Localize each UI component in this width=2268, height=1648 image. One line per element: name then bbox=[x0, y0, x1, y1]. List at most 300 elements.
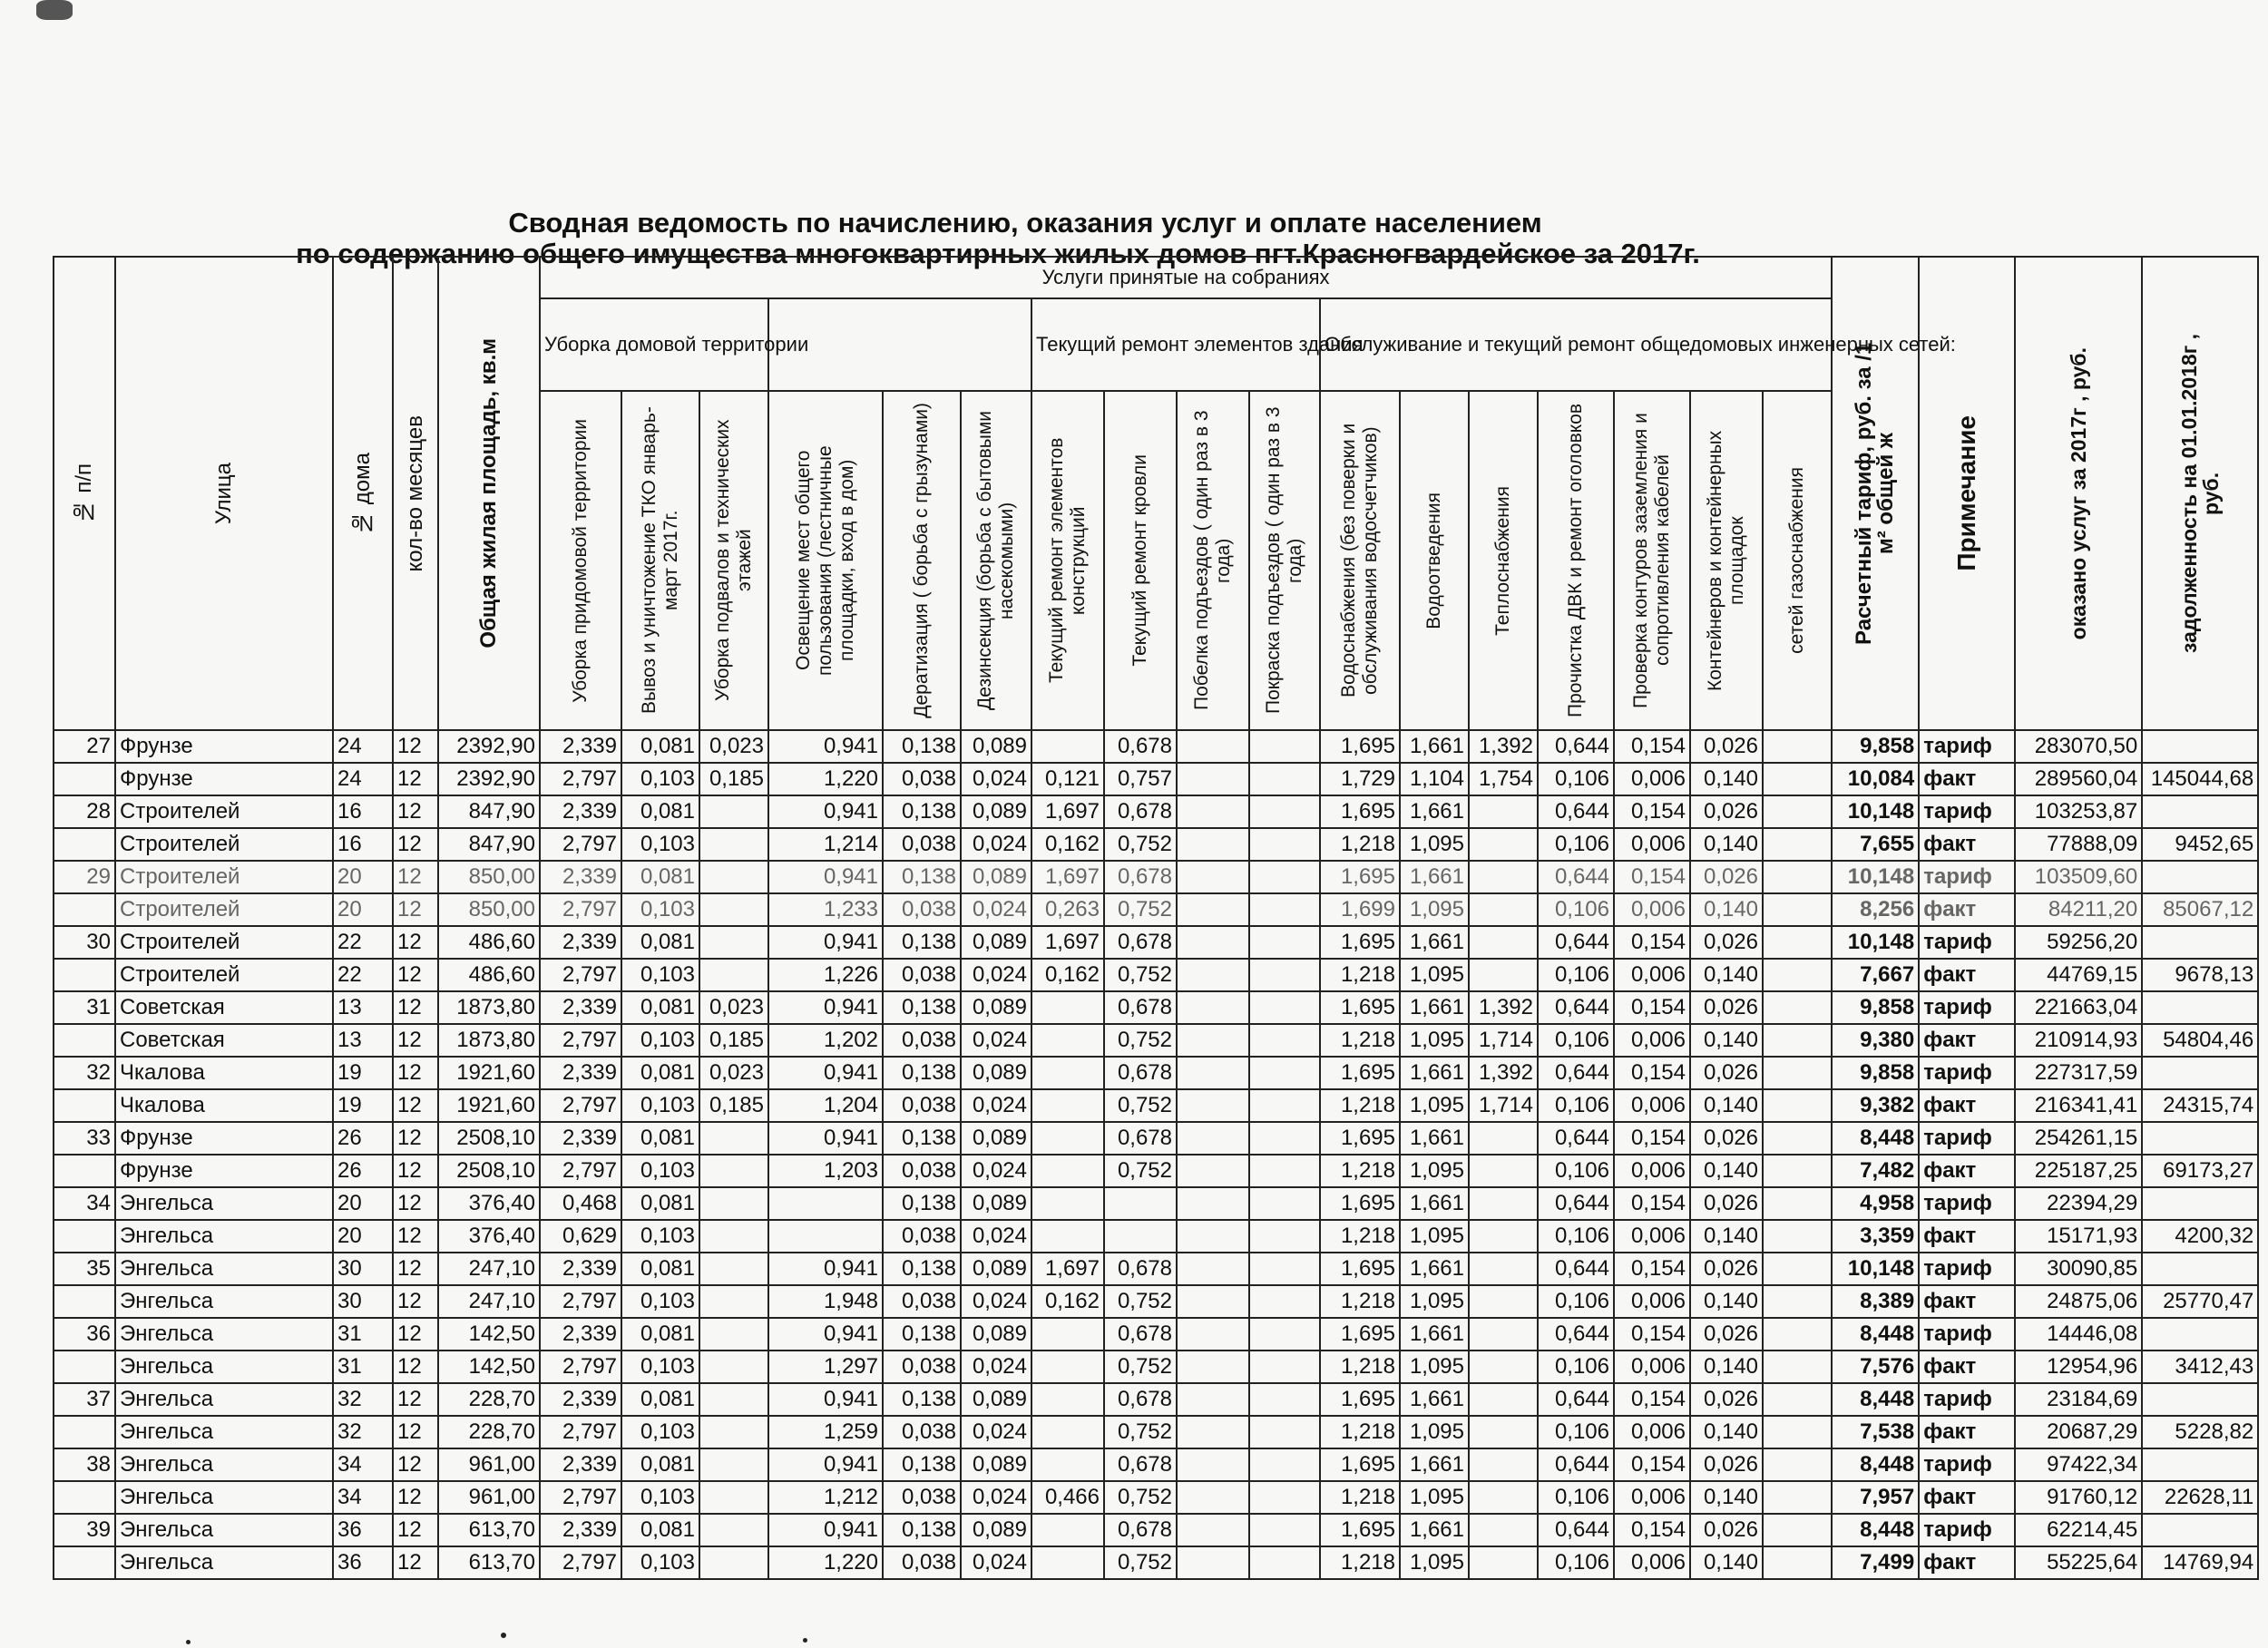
service-rate-cell bbox=[1469, 828, 1538, 861]
area-cell: 613,70 bbox=[438, 1546, 540, 1579]
street-cell: Фрунзе bbox=[115, 763, 333, 795]
service-rate-cell: 1,661 bbox=[1400, 1057, 1469, 1089]
service-rate-cell: 0,089 bbox=[961, 1253, 1031, 1285]
service-rate-cell: 0,140 bbox=[1690, 1285, 1763, 1318]
row-number-cell: 32 bbox=[54, 1057, 115, 1089]
service-rate-cell bbox=[1249, 1089, 1320, 1122]
tariff-cell: 7,499 bbox=[1832, 1546, 1919, 1579]
table-row bbox=[54, 926, 2258, 959]
row-number-cell bbox=[54, 1024, 115, 1057]
house-number-cell: 19 bbox=[333, 1089, 393, 1122]
service-rate-cell: 0,678 bbox=[1104, 861, 1177, 893]
service-rate-cell bbox=[1763, 1122, 1832, 1155]
house-number-cell: 19 bbox=[333, 1057, 393, 1089]
debt-cell: 9678,13 bbox=[2142, 959, 2258, 991]
service-rate-cell: 0,026 bbox=[1690, 1187, 1763, 1220]
header-service: Освещение мест общего пользования (лестничные площадки, вход в дом) bbox=[768, 391, 883, 730]
provided-cell: 23184,69 bbox=[2015, 1383, 2142, 1416]
note-cell: тариф bbox=[1919, 1383, 2015, 1416]
table-row bbox=[54, 730, 2258, 763]
tariff-cell: 7,957 bbox=[1832, 1481, 1919, 1514]
service-rate-cell: 0,089 bbox=[961, 1514, 1031, 1546]
service-rate-cell: 0,140 bbox=[1690, 1481, 1763, 1514]
service-rate-cell: 0,138 bbox=[883, 1253, 961, 1285]
service-rate-cell: 1,697 bbox=[1031, 926, 1104, 959]
months-cell: 12 bbox=[393, 1187, 438, 1220]
debt-cell: 69173,27 bbox=[2142, 1155, 2258, 1187]
service-rate-cell bbox=[768, 1187, 883, 1220]
service-rate-cell: 1,695 bbox=[1320, 795, 1400, 828]
service-rate-cell: 1,218 bbox=[1320, 1089, 1400, 1122]
service-rate-cell: 1,218 bbox=[1320, 1351, 1400, 1383]
service-rate-cell: 0,644 bbox=[1538, 1318, 1614, 1351]
row-number-cell bbox=[54, 1155, 115, 1187]
provided-cell: 289560,04 bbox=[2015, 763, 2142, 795]
service-rate-cell: 1,392 bbox=[1469, 1057, 1538, 1089]
service-rate-cell: 2,339 bbox=[540, 795, 621, 828]
service-rate-cell: 1,661 bbox=[1400, 1514, 1469, 1546]
service-rate-cell: 0,138 bbox=[883, 861, 961, 893]
provided-cell: 62214,45 bbox=[2015, 1514, 2142, 1546]
service-rate-cell: 0,006 bbox=[1614, 959, 1690, 991]
service-rate-cell bbox=[1763, 893, 1832, 926]
months-cell: 12 bbox=[393, 1351, 438, 1383]
header-note: Примечание bbox=[1919, 257, 2015, 730]
service-rate-cell: 1,697 bbox=[1031, 795, 1104, 828]
service-rate-cell: 1,203 bbox=[768, 1155, 883, 1187]
tariff-cell: 3,359 bbox=[1832, 1220, 1919, 1253]
table-row bbox=[54, 1318, 2258, 1351]
table-row bbox=[54, 1089, 2258, 1122]
service-rate-cell bbox=[1031, 1416, 1104, 1448]
area-cell: 228,70 bbox=[438, 1416, 540, 1448]
area-cell: 2508,10 bbox=[438, 1122, 540, 1155]
street-cell: Энгельса bbox=[115, 1481, 333, 1514]
provided-cell: 12954,96 bbox=[2015, 1351, 2142, 1383]
service-rate-cell bbox=[1249, 1220, 1320, 1253]
service-rate-cell: 0,678 bbox=[1104, 1253, 1177, 1285]
service-rate-cell: 0,103 bbox=[621, 893, 699, 926]
service-rate-cell bbox=[1249, 1057, 1320, 1089]
note-cell: факт bbox=[1919, 1089, 2015, 1122]
service-rate-cell bbox=[1177, 1285, 1249, 1318]
service-rate-cell bbox=[1763, 730, 1832, 763]
note-cell: тариф bbox=[1919, 1122, 2015, 1155]
service-rate-cell: 0,081 bbox=[621, 1187, 699, 1220]
service-rate-cell: 0,752 bbox=[1104, 828, 1177, 861]
service-rate-cell: 1,695 bbox=[1320, 1448, 1400, 1481]
debt-cell: 145044,68 bbox=[2142, 763, 2258, 795]
service-rate-cell: 0,081 bbox=[621, 991, 699, 1024]
service-rate-cell: 1,661 bbox=[1400, 1383, 1469, 1416]
street-cell: Энгельса bbox=[115, 1220, 333, 1253]
service-rate-cell: 0,644 bbox=[1538, 861, 1614, 893]
service-rate-cell: 2,797 bbox=[540, 1285, 621, 1318]
service-rate-cell: 0,678 bbox=[1104, 1318, 1177, 1351]
house-number-cell: 13 bbox=[333, 1024, 393, 1057]
service-rate-cell bbox=[768, 1220, 883, 1253]
provided-cell: 77888,09 bbox=[2015, 828, 2142, 861]
service-rate-cell: 0,644 bbox=[1538, 1122, 1614, 1155]
service-rate-cell: 1,218 bbox=[1320, 1285, 1400, 1318]
service-rate-cell bbox=[1177, 730, 1249, 763]
service-rate-cell: 0,023 bbox=[699, 1057, 768, 1089]
service-rate-cell: 0,941 bbox=[768, 1383, 883, 1416]
debt-cell bbox=[2142, 1253, 2258, 1285]
debt-cell bbox=[2142, 730, 2258, 763]
service-rate-cell bbox=[1469, 1122, 1538, 1155]
service-rate-cell: 1,695 bbox=[1320, 926, 1400, 959]
debt-cell: 54804,46 bbox=[2142, 1024, 2258, 1057]
months-cell: 12 bbox=[393, 1546, 438, 1579]
service-rate-cell bbox=[1469, 1187, 1538, 1220]
service-rate-cell: 0,038 bbox=[883, 1089, 961, 1122]
service-rate-cell: 0,106 bbox=[1538, 1155, 1614, 1187]
service-rate-cell: 1,204 bbox=[768, 1089, 883, 1122]
service-rate-cell: 1,392 bbox=[1469, 991, 1538, 1024]
scan-smudge bbox=[36, 0, 73, 20]
area-cell: 247,10 bbox=[438, 1285, 540, 1318]
table-row bbox=[54, 1514, 2258, 1546]
tariff-cell: 8,389 bbox=[1832, 1285, 1919, 1318]
service-rate-cell: 0,629 bbox=[540, 1220, 621, 1253]
house-number-cell: 22 bbox=[333, 926, 393, 959]
tariff-cell: 10,084 bbox=[1832, 763, 1919, 795]
debt-cell bbox=[2142, 1057, 2258, 1089]
service-rate-cell: 0,026 bbox=[1690, 861, 1763, 893]
service-rate-cell bbox=[1031, 1024, 1104, 1057]
tariff-cell: 4,958 bbox=[1832, 1187, 1919, 1220]
service-rate-cell: 0,941 bbox=[768, 926, 883, 959]
note-cell: факт bbox=[1919, 1024, 2015, 1057]
service-rate-cell: 0,103 bbox=[621, 828, 699, 861]
service-rate-cell bbox=[1249, 1024, 1320, 1057]
service-rate-cell: 0,026 bbox=[1690, 991, 1763, 1024]
provided-cell: 14446,08 bbox=[2015, 1318, 2142, 1351]
row-number-cell bbox=[54, 763, 115, 795]
header-house: № дома bbox=[333, 257, 393, 730]
street-cell: Строителей bbox=[115, 861, 333, 893]
row-number-cell: 27 bbox=[54, 730, 115, 763]
street-cell: Энгельса bbox=[115, 1416, 333, 1448]
service-rate-cell: 0,154 bbox=[1614, 1253, 1690, 1285]
provided-cell: 254261,15 bbox=[2015, 1122, 2142, 1155]
service-rate-cell: 0,154 bbox=[1614, 1318, 1690, 1351]
service-rate-cell: 1,697 bbox=[1031, 861, 1104, 893]
area-cell: 376,40 bbox=[438, 1220, 540, 1253]
service-rate-cell: 1,259 bbox=[768, 1416, 883, 1448]
table-row bbox=[54, 795, 2258, 828]
service-rate-cell bbox=[1763, 1546, 1832, 1579]
service-rate-cell bbox=[1249, 763, 1320, 795]
area-cell: 247,10 bbox=[438, 1253, 540, 1285]
service-rate-cell: 0,185 bbox=[699, 1024, 768, 1057]
header-service: Водоотведения bbox=[1400, 391, 1469, 730]
months-cell: 12 bbox=[393, 1285, 438, 1318]
row-number-cell: 33 bbox=[54, 1122, 115, 1155]
house-number-cell: 20 bbox=[333, 1220, 393, 1253]
provided-cell: 55225,64 bbox=[2015, 1546, 2142, 1579]
debt-cell: 3412,43 bbox=[2142, 1351, 2258, 1383]
street-cell: Энгельса bbox=[115, 1383, 333, 1416]
service-rate-cell bbox=[1177, 1122, 1249, 1155]
service-rate-cell: 0,106 bbox=[1538, 1351, 1614, 1383]
street-cell: Энгельса bbox=[115, 1448, 333, 1481]
months-cell: 12 bbox=[393, 991, 438, 1024]
row-number-cell bbox=[54, 1416, 115, 1448]
service-rate-cell: 0,263 bbox=[1031, 893, 1104, 926]
header-service: Уборка подвалов и технических этажей bbox=[699, 391, 768, 730]
service-rate-cell: 0,678 bbox=[1104, 1514, 1177, 1546]
service-rate-cell: 0,138 bbox=[883, 1057, 961, 1089]
service-rate-cell: 1,095 bbox=[1400, 959, 1469, 991]
service-rate-cell: 0,038 bbox=[883, 828, 961, 861]
debt-cell: 5228,82 bbox=[2142, 1416, 2258, 1448]
tariff-cell: 7,538 bbox=[1832, 1416, 1919, 1448]
service-rate-cell: 0,941 bbox=[768, 1318, 883, 1351]
service-rate-cell: 0,089 bbox=[961, 795, 1031, 828]
service-rate-cell: 0,140 bbox=[1690, 1089, 1763, 1122]
table-row bbox=[54, 1024, 2258, 1057]
service-rate-cell: 0,644 bbox=[1538, 1057, 1614, 1089]
provided-cell: 15171,93 bbox=[2015, 1220, 2142, 1253]
area-cell: 1921,60 bbox=[438, 1089, 540, 1122]
service-rate-cell: 1,661 bbox=[1400, 861, 1469, 893]
service-rate-cell: 2,339 bbox=[540, 730, 621, 763]
area-cell: 486,60 bbox=[438, 926, 540, 959]
tariff-cell: 9,858 bbox=[1832, 991, 1919, 1024]
provided-cell: 221663,04 bbox=[2015, 991, 2142, 1024]
row-number-cell bbox=[54, 959, 115, 991]
service-rate-cell bbox=[1249, 1514, 1320, 1546]
row-number-cell: 28 bbox=[54, 795, 115, 828]
service-rate-cell bbox=[699, 926, 768, 959]
provided-cell: 97422,34 bbox=[2015, 1448, 2142, 1481]
service-rate-cell: 0,644 bbox=[1538, 991, 1614, 1024]
service-rate-cell: 0,023 bbox=[699, 730, 768, 763]
note-cell: тариф bbox=[1919, 730, 2015, 763]
service-rate-cell bbox=[1763, 1187, 1832, 1220]
service-rate-cell: 0,106 bbox=[1538, 1481, 1614, 1514]
row-number-cell bbox=[54, 1546, 115, 1579]
service-rate-cell: 0,154 bbox=[1614, 1187, 1690, 1220]
service-rate-cell: 0,644 bbox=[1538, 1253, 1614, 1285]
service-rate-cell: 1,661 bbox=[1400, 1253, 1469, 1285]
note-cell: тариф bbox=[1919, 795, 2015, 828]
house-number-cell: 20 bbox=[333, 861, 393, 893]
service-rate-cell bbox=[699, 1155, 768, 1187]
row-number-cell bbox=[54, 1089, 115, 1122]
service-rate-cell bbox=[1763, 795, 1832, 828]
service-rate-cell: 0,185 bbox=[699, 763, 768, 795]
service-rate-cell: 0,106 bbox=[1538, 828, 1614, 861]
service-rate-cell: 2,339 bbox=[540, 1383, 621, 1416]
months-cell: 12 bbox=[393, 1416, 438, 1448]
service-rate-cell: 0,752 bbox=[1104, 893, 1177, 926]
service-rate-cell: 0,038 bbox=[883, 1351, 961, 1383]
row-number-cell bbox=[54, 1220, 115, 1253]
service-rate-cell bbox=[1031, 1057, 1104, 1089]
tariff-cell: 8,256 bbox=[1832, 893, 1919, 926]
service-rate-cell bbox=[1177, 1383, 1249, 1416]
debt-cell: 14769,94 bbox=[2142, 1546, 2258, 1579]
provided-cell: 91760,12 bbox=[2015, 1481, 2142, 1514]
service-rate-cell bbox=[1177, 795, 1249, 828]
service-rate-cell: 0,026 bbox=[1690, 1514, 1763, 1546]
header-service: Прочистка ДВК и ремонт оголовков bbox=[1538, 391, 1614, 730]
service-rate-cell: 0,038 bbox=[883, 893, 961, 926]
service-rate-cell: 2,339 bbox=[540, 926, 621, 959]
service-rate-cell bbox=[1031, 991, 1104, 1024]
service-rate-cell: 0,006 bbox=[1614, 1024, 1690, 1057]
table-row bbox=[54, 1285, 2258, 1318]
service-rate-cell bbox=[699, 1253, 768, 1285]
note-cell: тариф bbox=[1919, 1318, 2015, 1351]
street-cell: Советская bbox=[115, 991, 333, 1024]
service-rate-cell: 1,695 bbox=[1320, 1514, 1400, 1546]
row-number-cell bbox=[54, 1285, 115, 1318]
street-cell: Строителей bbox=[115, 893, 333, 926]
service-rate-cell: 0,103 bbox=[621, 763, 699, 795]
service-rate-cell: 0,024 bbox=[961, 1351, 1031, 1383]
service-rate-cell: 1,695 bbox=[1320, 1187, 1400, 1220]
service-rate-cell: 1,202 bbox=[768, 1024, 883, 1057]
street-cell: Энгельса bbox=[115, 1187, 333, 1220]
service-rate-cell: 1,095 bbox=[1400, 1546, 1469, 1579]
table-row bbox=[54, 893, 2258, 926]
provided-cell: 22394,29 bbox=[2015, 1187, 2142, 1220]
service-rate-cell bbox=[1249, 1285, 1320, 1318]
service-rate-cell bbox=[1177, 959, 1249, 991]
house-number-cell: 34 bbox=[333, 1481, 393, 1514]
service-rate-cell bbox=[699, 1220, 768, 1253]
months-cell: 12 bbox=[393, 1383, 438, 1416]
service-rate-cell bbox=[699, 959, 768, 991]
service-rate-cell: 0,752 bbox=[1104, 959, 1177, 991]
service-rate-cell: 0,103 bbox=[621, 1416, 699, 1448]
service-rate-cell: 0,103 bbox=[621, 1089, 699, 1122]
service-rate-cell: 0,081 bbox=[621, 1253, 699, 1285]
service-rate-cell bbox=[1469, 1220, 1538, 1253]
debt-cell bbox=[2142, 1383, 2258, 1416]
service-rate-cell bbox=[1763, 1089, 1832, 1122]
service-rate-cell bbox=[1469, 926, 1538, 959]
service-rate-cell: 0,006 bbox=[1614, 1351, 1690, 1383]
row-number-cell: 37 bbox=[54, 1383, 115, 1416]
service-rate-cell bbox=[1249, 1155, 1320, 1187]
service-rate-cell bbox=[1763, 1481, 1832, 1514]
service-rate-cell bbox=[699, 861, 768, 893]
tariff-cell: 10,148 bbox=[1832, 1253, 1919, 1285]
months-cell: 12 bbox=[393, 795, 438, 828]
note-cell: факт bbox=[1919, 1416, 2015, 1448]
header-group-engineering: Обслуживание и текущий ремонт общедомовых инженерных сетей: bbox=[1320, 298, 1832, 391]
service-rate-cell: 1,095 bbox=[1400, 1220, 1469, 1253]
service-rate-cell: 0,024 bbox=[961, 1416, 1031, 1448]
row-number-cell: 36 bbox=[54, 1318, 115, 1351]
service-rate-cell: 1,218 bbox=[1320, 1416, 1400, 1448]
service-rate-cell: 0,081 bbox=[621, 795, 699, 828]
service-rate-cell: 1,218 bbox=[1320, 1481, 1400, 1514]
service-rate-cell bbox=[1763, 1155, 1832, 1187]
table-row bbox=[54, 1546, 2258, 1579]
area-cell: 847,90 bbox=[438, 828, 540, 861]
service-rate-cell bbox=[1031, 1546, 1104, 1579]
service-rate-cell: 1,218 bbox=[1320, 1155, 1400, 1187]
service-rate-cell bbox=[1177, 1187, 1249, 1220]
service-rate-cell: 0,140 bbox=[1690, 1024, 1763, 1057]
provided-cell: 30090,85 bbox=[2015, 1253, 2142, 1285]
header-service: Контейнеров и контейнерных площадок bbox=[1690, 391, 1763, 730]
header-service: Водоснабжения (без поверки и обслуживания водосчетчиков) bbox=[1320, 391, 1400, 730]
service-rate-cell bbox=[1469, 1351, 1538, 1383]
service-rate-cell: 0,140 bbox=[1690, 1351, 1763, 1383]
service-rate-cell bbox=[1249, 926, 1320, 959]
debt-cell bbox=[2142, 1122, 2258, 1155]
header-debt: задолженность на 01.01.2018г , руб. bbox=[2142, 257, 2258, 730]
house-number-cell: 30 bbox=[333, 1253, 393, 1285]
service-rate-cell: 0,089 bbox=[961, 1057, 1031, 1089]
service-rate-cell bbox=[1031, 1089, 1104, 1122]
service-rate-cell: 0,468 bbox=[540, 1187, 621, 1220]
service-rate-cell: 2,797 bbox=[540, 763, 621, 795]
service-rate-cell: 1,714 bbox=[1469, 1089, 1538, 1122]
service-rate-cell: 0,941 bbox=[768, 1448, 883, 1481]
row-number-cell bbox=[54, 1481, 115, 1514]
service-rate-cell: 2,339 bbox=[540, 861, 621, 893]
header-group-repair: Текущий ремонт элементов здания bbox=[1031, 298, 1320, 391]
table-row bbox=[54, 763, 2258, 795]
service-rate-cell: 0,757 bbox=[1104, 763, 1177, 795]
street-cell: Энгельса bbox=[115, 1546, 333, 1579]
service-rate-cell bbox=[1763, 1024, 1832, 1057]
header-service: Вывоз и уничтожение ТКО январь-март 2017г. bbox=[621, 391, 699, 730]
service-rate-cell: 0,024 bbox=[961, 1481, 1031, 1514]
area-cell: 850,00 bbox=[438, 893, 540, 926]
service-rate-cell: 0,024 bbox=[961, 763, 1031, 795]
service-rate-cell: 0,752 bbox=[1104, 1351, 1177, 1383]
service-rate-cell: 1,695 bbox=[1320, 1253, 1400, 1285]
area-cell: 142,50 bbox=[438, 1351, 540, 1383]
service-rate-cell: 0,106 bbox=[1538, 959, 1614, 991]
note-cell: факт bbox=[1919, 1546, 2015, 1579]
service-rate-cell bbox=[1249, 1122, 1320, 1155]
service-rate-cell bbox=[1177, 926, 1249, 959]
service-rate-cell bbox=[1031, 1122, 1104, 1155]
service-rate-cell: 0,752 bbox=[1104, 1481, 1177, 1514]
house-number-cell: 20 bbox=[333, 893, 393, 926]
table-row bbox=[54, 1383, 2258, 1416]
tariff-cell: 8,448 bbox=[1832, 1122, 1919, 1155]
service-rate-cell: 1,226 bbox=[768, 959, 883, 991]
service-rate-cell bbox=[1763, 1253, 1832, 1285]
service-rate-cell bbox=[1249, 1318, 1320, 1351]
service-rate-cell: 0,752 bbox=[1104, 1285, 1177, 1318]
service-rate-cell: 2,339 bbox=[540, 1122, 621, 1155]
service-rate-cell: 0,140 bbox=[1690, 893, 1763, 926]
service-rate-cell bbox=[1249, 991, 1320, 1024]
service-rate-cell: 0,081 bbox=[621, 1448, 699, 1481]
service-rate-cell bbox=[1469, 1155, 1538, 1187]
service-rate-cell: 0,941 bbox=[768, 1253, 883, 1285]
service-rate-cell: 0,752 bbox=[1104, 1546, 1177, 1579]
header-service: Дератизация ( борьба с грызунами) bbox=[883, 391, 961, 730]
service-rate-cell: 1,695 bbox=[1320, 1318, 1400, 1351]
service-rate-cell: 0,006 bbox=[1614, 1481, 1690, 1514]
service-rate-cell bbox=[699, 1416, 768, 1448]
service-rate-cell: 2,797 bbox=[540, 1546, 621, 1579]
service-rate-cell: 0,024 bbox=[961, 1285, 1031, 1318]
